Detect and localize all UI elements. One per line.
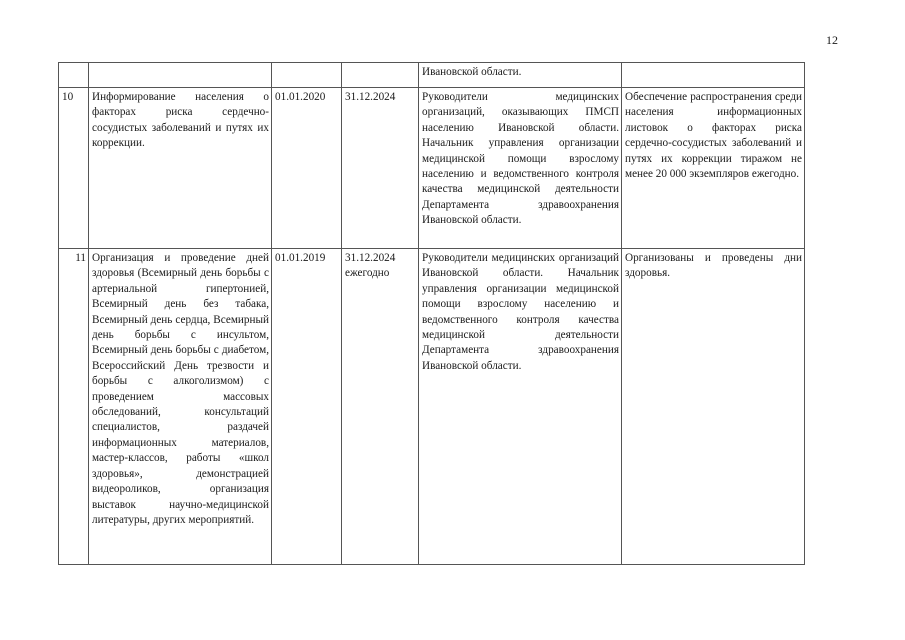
cell-end-date: 31.12.2024: [342, 88, 419, 249]
cell-result: Обеспечение распространения среди населения информационных листовок о факторах риска сердечно-сосудистых заболеваний и путях их коррекции тиражом не менее 20 000 экземпляров ежегодно.: [622, 88, 805, 249]
cell-activity: [89, 63, 272, 88]
cell-responsible: Ивановской области.: [419, 63, 622, 88]
activities-table: [58, 62, 805, 565]
cell-end-date: [342, 63, 419, 88]
cell-start-date: 01.01.2019: [272, 249, 342, 565]
table-row: [59, 88, 805, 249]
cell-responsible: Руководители медицинских организаций Ивановской области. Начальник управления организации медицинской помощи взрослому населению и ведомственного контроля качества медицинской деятельности Департамента здравоохранения Ивановской области.: [419, 249, 622, 565]
cell-start-date: [272, 63, 342, 88]
table-row: [59, 249, 805, 565]
cell-end-date: 31.12.2024 ежегодно: [342, 249, 419, 565]
cell-number: 10: [59, 88, 89, 249]
cell-result: [622, 63, 805, 88]
table-row-continuation: [59, 63, 805, 88]
cell-responsible: Руководители медицинских организаций, оказывающих ПМСП населению Ивановской области. Начальник управления организации медицинской помощи взрослому населению и ведомственного контроля качества медицинской деятельности Департамента здравоохранения Ивановской области.: [419, 88, 622, 249]
page-number: 12: [826, 33, 838, 47]
cell-number: [59, 63, 89, 88]
cell-number: 11: [59, 249, 89, 565]
cell-activity: Информирование населения о факторах риска сердечно-сосудистых заболеваний и путях их коррекции.: [89, 88, 272, 249]
cell-result: Организованы и проведены дни здоровья.: [622, 249, 805, 565]
cell-activity: Организация и проведение дней здоровья (Всемирный день борьбы с артериальной гипертонией, Всемирный день без табака, Всемирный день сердца, Всемирный день борьбы с инсультом, Всемирный день борьбы с диабетом, Всероссийский День трезвости и борьбы с алкоголизмом) с проведением массовых обследований, консультаций специалистов, раздачей информационных материалов, мастер-классов, работы «школ здоровья», демонстрацией видеороликов, организация выставок научно-медицинской литературы, других мероприятий.: [89, 249, 272, 565]
cell-start-date: 01.01.2020: [272, 88, 342, 249]
